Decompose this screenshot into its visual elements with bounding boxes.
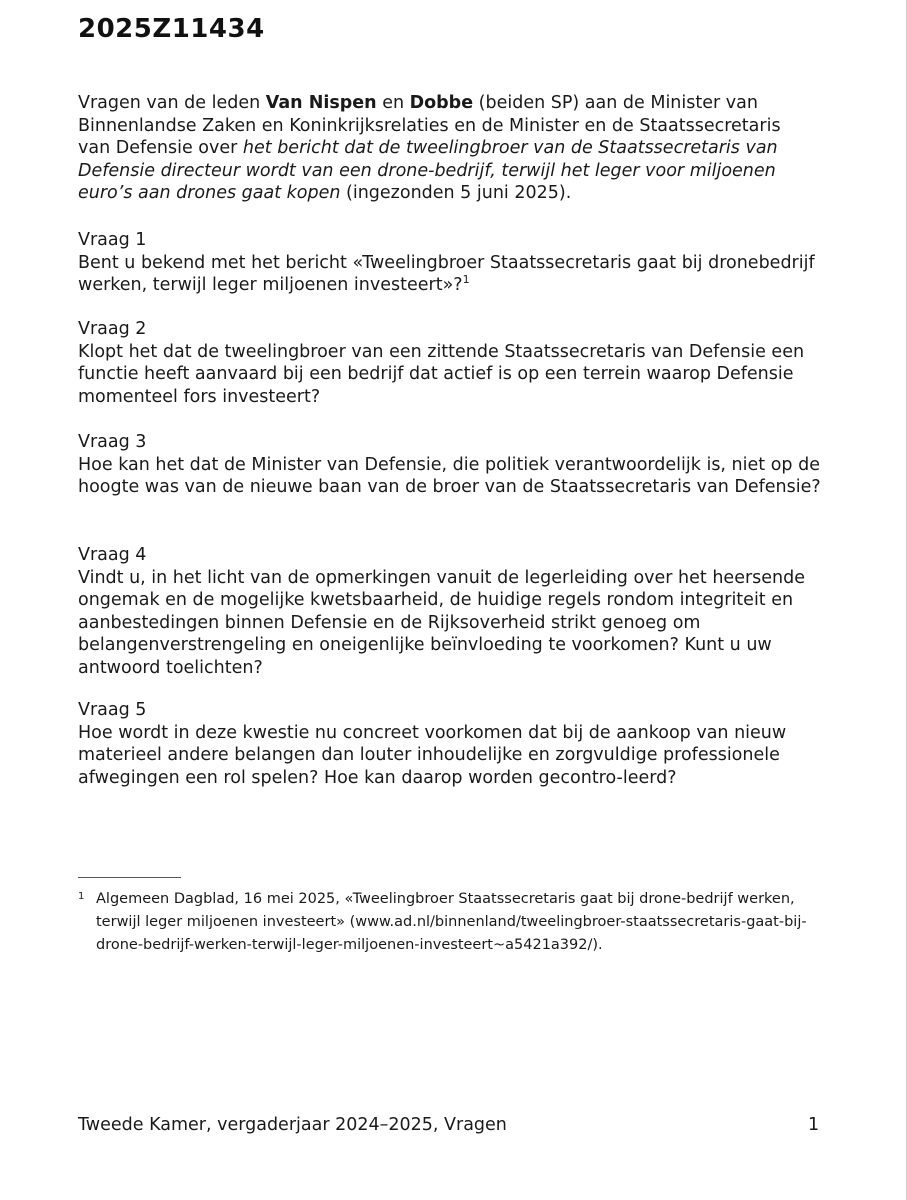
question-label: Vraag 3: [78, 432, 147, 452]
question-label: Vraag 5: [78, 700, 147, 720]
question-5: [78, 699, 823, 789]
question-text: Klopt het dat de tweelingbroer van een zittende Staatssecretaris van Defensie een functie heeft aanvaard bij een bedrijf dat actief is op een terrein waarop Defensie momenteel fors investeert?: [78, 341, 805, 407]
intro-paragraph: [78, 92, 818, 205]
question-2: [78, 318, 823, 408]
intro-text-1: Vragen van de leden: [78, 93, 266, 113]
question-text: [78, 252, 823, 297]
question-text: Hoe wordt in deze kwestie nu concreet voorkomen dat bij de aankoop van nieuw materieel andere belangen dan louter inhoudelijke en zorgvuldige professionele afwegingen een rol spelen? Hoe kan daarop worden gecontro-leerd?: [78, 722, 787, 788]
intro-text-4: (ingezonden 5 juni 2025).: [340, 183, 572, 203]
question-label: Vraag 1: [78, 230, 147, 250]
question-text-body: Bent u bekend met het bericht «Tweelingbroer Staatssecretaris gaat bij dronebedrijf werken, terwijl leger miljoenen investeert»?: [78, 252, 815, 295]
footnote-number: 1: [78, 891, 85, 902]
intro-text-2: en: [376, 93, 410, 113]
footnote-text: Algemeen Dagblad, 16 mei 2025, «Tweelingbroer Staatssecretaris gaat bij drone-bedrijf werken, terwijl leger miljoenen investeert» (www.ad.nl/binnenland/tweelingbroer-staatssecretaris-gaat-bij-drone-bedrijf-werken-terwijl-leger-miljoenen-investeert~a5421a392/).: [96, 891, 807, 953]
question-1: [78, 229, 823, 297]
question-label: Vraag 4: [78, 545, 147, 565]
question-4: [78, 544, 823, 679]
member-name-2: Dobbe: [409, 93, 474, 113]
intro-text-3: (beiden SP) aan de Minister van Binnenlandse Zaken en Koninkrijksrelaties en de Minister en de Staatssecretaris van Defensie over: [78, 93, 781, 158]
question-label: Vraag 2: [78, 319, 147, 339]
page-number: 1: [808, 1115, 820, 1135]
footnote-reference: 1: [462, 273, 470, 287]
member-name-1: Van Nispen: [265, 93, 377, 113]
question-text: Hoe kan het dat de Minister van Defensie, die politiek verantwoordelijk is, niet op de hoogte was van de nieuwe baan van de broer van de Staatssecretaris van Defensie?: [78, 454, 821, 497]
question-text: Vindt u, in het licht van de opmerkingen vanuit de legerleiding over het heersende ongemak en de mogelijke kwetsbaarheid, de huidige regels rondom integriteit en aanbestedingen binnen Defensie en de Rijksoverheid strikt genoeg om belangenverstrengeling en oneigenlijke beïnvloeding te voorkomen? Kunt u uw antwoord toelichten?: [78, 567, 806, 678]
footer-source: Tweede Kamer, vergaderjaar 2024–2025, Vragen: [78, 1115, 507, 1135]
footnote-divider: [78, 877, 181, 878]
document-number: 2025Z11434: [78, 14, 265, 44]
intro-subject: het bericht dat de tweelingbroer van de Staatssecretaris van Defensie directeur wordt van een drone-bedrijf, terwijl het leger voor miljoenen euro’s aan drones gaat kopen: [78, 138, 778, 203]
question-3: [78, 431, 823, 499]
footnote: [78, 888, 838, 957]
